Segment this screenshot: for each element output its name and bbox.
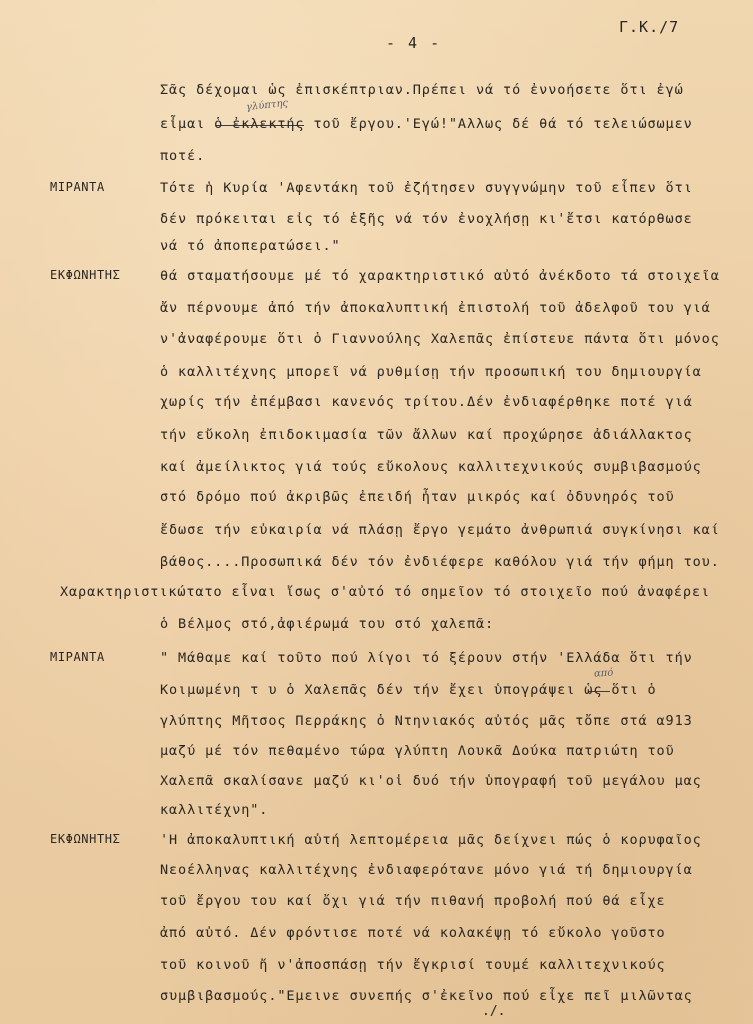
text-line: ἔδωσε τήν εὐκαιρία νά πλάσῃ ἔργο γεμάτο ἀνθρωπιά συγκίνησι καί [160, 522, 720, 538]
text-line: ποτέ. [160, 148, 206, 164]
text-line: στό δρόμο πού ἀκριβῶς ἐπειδή ἦταν μικρός καί ὀδυνηρός τοῦ [160, 489, 675, 505]
text-line: συμβιβασμούς."Εμεινε συνεπής σ'ἐκεῖνο πού εἶχε πεῖ μιλῶντας [160, 988, 693, 1004]
text-line: τήν εὔκολη ἐπιδοκιμασία τῶν ἄλλων καί προχώρησε ἀδιάλλακτος [160, 427, 693, 443]
text-line: χωρίς τήν ἐπέμβασι κανενός τρίτου.Δέν ἐνδιαφέρθηκε ποτέ γιά [160, 394, 693, 410]
text-line: Κοιμωμένη τ υ ὁ Χαλεπᾶς δέν τήν ἔχει ὑπογράψει ὡς ὅτι ὁ [160, 682, 657, 698]
text-line: 'Η ἀποκαλυπτική αὐτή λεπτομέρεια μᾶς δείχνει πώς ὁ κορυφαῖος [160, 832, 702, 848]
speaker-label-announcer: ΕΚΦΩΝΗΤΗΣ [50, 268, 121, 282]
text-line: καλλιτέχνη". [160, 802, 269, 818]
continuation-mark: ./. [482, 1004, 506, 1019]
text-line: τοῦ κοινοῦ ἤ ν'ἀποσπάσῃ τήν ἔγκρισί τουμέ καλλιτεχνικούς [160, 957, 666, 973]
text-line: " Μάθαμε καί τοῦτο πού λίγοι τό ξέρουν στήν 'Ελλάδα ὅτι τήν [160, 650, 693, 666]
text-line: τοῦ ἔργου του καί ὄχι γιά τήν πιθανή προβολή πού θά εἶχε [160, 893, 666, 909]
page-number: - 4 - [386, 34, 442, 52]
text-line: Χαρακτηριστικώτατο εἶναι ἴσως σ'αὐτό τό σημεῖον τό στοιχεῖο πού ἀναφέρει [60, 584, 710, 600]
text-line: θά σταματήσουμε μέ τό χαρακτηριστικό αὐτό ἀνέκδοτο τά στοιχεῖα [160, 268, 720, 284]
text-line: Σᾶς δέχομαι ὡς ἐπισκέπτριαν.Πρέπει νά τό ἐννοήσετε ὅτι ἐγώ [160, 82, 684, 98]
text-line: Τότε ἡ Κυρία 'Αφεντάκη τοῦ ἐζήτησεν συγγνώμην τοῦ εἶπεν ὅτι [160, 180, 693, 196]
text-line: νά τό ἀποπερατώσει." [160, 238, 341, 254]
text-line: εἶμαι ὁ ἐκλεκτής τοῦ ἔργου.'Εγώ!"Αλλως δέ θά τό τελειώσωμεν [160, 116, 693, 132]
text-line: ὁ καλλιτέχνης μπορεῖ νά ρυθμίσῃ τήν προσωπική του δημιουργία [160, 364, 702, 380]
text-line: δέν πρόκειται εἰς τό ἑξῆς νά τόν ἐνοχλήσῃ κι'ἔτσι κατόρθωσε [160, 211, 693, 227]
handwritten-correction: γλύπτης [245, 97, 289, 114]
text-line: μαζύ μέ τόν πεθαμένο τώρα γλύπτη Λουκᾶ Δούκα πατριώτη τοῦ [160, 743, 675, 759]
speaker-label-announcer: ΕΚΦΩΝΗΤΗΣ [50, 832, 121, 846]
text-line: ὁ Βέλμος στό,ἀφιέρωμά του στό χαλεπᾶ: [160, 616, 495, 632]
text-line: ν'ἀναφέρουμε ὅτι ὁ Γιαννούλης Χαλεπᾶς ἐπίστευε πάντα ὅτι μόνος [160, 331, 720, 347]
text-line: βάθος....Προσωπικά δέν τόν ἐνδιέφερε καθόλου γιά τήν φήμη του. [160, 554, 720, 570]
speaker-label-miranda: ΜΙΡΑΝΤΑ [50, 650, 105, 664]
document-reference-code: Γ.Κ./7 [619, 18, 680, 36]
handwritten-correction: από [593, 667, 614, 680]
text-line: Χαλεπᾶ σκαλίσανε μαζύ κι'οἱ δυό τήν ὑπογραφή τοῦ μεγάλου μας [160, 773, 702, 789]
text-line: ἄν πέρνουμε ἀπό τήν ἀποκαλυπτική ἐπιστολή τοῦ ἀδελφοῦ του γιά [160, 300, 711, 316]
text-line: καί ἀμείλικτος γιά τούς εὔκολους καλλιτεχνικούς συμβιβασμούς [160, 459, 702, 475]
text-line: γλύπτης Μῆτσος Περράκης ὁ Ντηνιακός αὐτός μᾶς τὄπε στά α913 [160, 713, 693, 729]
text-line: Νεοέλληνας καλλιτέχνης ἐνδιαφερότανε μόνο γιά τή δημιουργία [160, 862, 693, 878]
text-line: ἀπό αὐτό. Δέν φρόντισε ποτέ νά κολακέψῃ τό εὔκολο γοῦστο [160, 925, 666, 941]
speaker-label-miranda: ΜΙΡΑΝΤΑ [50, 180, 105, 194]
